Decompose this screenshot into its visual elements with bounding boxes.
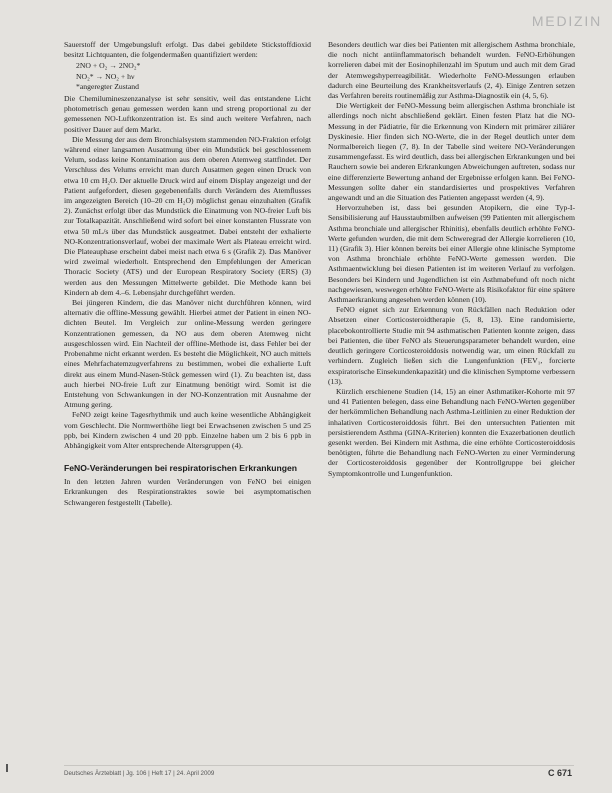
page-header xyxy=(0,0,612,30)
paragraph: Die Wertigkeit der FeNO-Messung beim allergischen Asthma bronchiale ist allerdings noch nicht abschließend geklärt. Einen festen Platz hat die NO-Messung in der Pädiatrie, für die Erkennung von Kindern mit primärer ziliärer Dyskinesie. Hier finden sich NO-Werte, die in der Regel deutlich unter dem Normalbereich liegen (7, 8). In der Tabelle sind weitere NO-Veränderungen zusammengefasst. Es wird deutlich, dass bei allergischen Erkrankungen und bei Rauchern sowie bei anderen Erkrankungen Abweichungen auftreten, sodass nur eine differenzierte Bewertung anhand der Ergebnisse erfolgen kann. Bei FeNO-Messungen sollte daher ein standardisiertes und prospektives Verfahren angewandt und an die Situation des Patienten angepasst werden (4, 9). xyxy=(328,101,575,203)
paragraph: Die Chemilumineszenzanalyse ist sehr sensitiv, weil das entstandene Licht photometrisch genau gemessen werden kann und streng proportional zu der gemessenen NO-Luftkonzentration ist. Es sind auch weitere Verfahren, nach positiver Dauer auf dem Markt. xyxy=(64,94,311,134)
paragraph: Bei jüngeren Kindern, die das Manöver nicht durchführen können, wird alternativ die offline-Messung gewählt. Hierbei atmet der Patient in einen NO-dichten Beutel. Im Vergleich zur online-Messung werden geringere Konzentrationen gemessen, da NO aus dem oberen Atemweg nicht ausgeschlossen wird. Ein Nachteil der offline-Methode ist, dass Fehler bei der Probenahme nicht erkannt werden. Es besteht die Möglichkeit, NO auch mittels eines Mehrfachatemzugverfahrens zu bestimmen, wobei die exhalierte Luft direkt aus einem Mund-Nasen-Stück gemessen wird (1). Zu beachten ist, dass auch hierbei NO-freie Luft zur Einatmung benötigt wird. Somit ist die Entstehung von Schwankungen in der NO-Konzentration mit Ausnahme der Atmung gering. xyxy=(64,298,311,410)
footer-rule xyxy=(64,765,574,766)
paragraph: FeNO zeigt keine Tagesrhythmik und auch keine wesentliche Abhängigkeit vom Geschlecht. Die Normwerthöhe liegt bei Erwachsenen zwischen 5 und 25 ppb, bei Kindern zwischen 4 und 20 ppb. Einzelne haben um 2 bis 6 ppb in Abhängigkeit vom Alter entsprechende Altersgruppen (4). xyxy=(64,410,311,450)
chemical-formula xyxy=(64,61,311,92)
formula-line: NO₂* → NO₂ + hν xyxy=(76,71,135,81)
paragraph: Besonders deutlich war dies bei Patienten mit allergischem Asthma bronchiale, die noch nicht antiinflammatorisch behandelt wurden. FeNO-Erhöhungen korrelieren dabei mit der Eosinophilenzahl im Sputum und auch mit dem Grad der Atemwegshyperreagibilität. Wiederholte FeNO-Messungen erlauben dadurch eine Beurteilung des Krankheitsverlaufs (2, 4). Einige Zentren setzen das Verfahren bereits routinemäßig zur Asthma-Diagnostik ein (4, 5, 6). xyxy=(328,40,575,101)
left-column xyxy=(64,40,311,508)
section-heading: FeNO-Veränderungen bei respiratorischen Erkrankungen xyxy=(64,463,298,474)
paragraph: FeNO eignet sich zur Erkennung von Rückfällen nach Reduktion oder Absetzen einer Corticosteroidtherapie (5, 8, 13). Eine randomisierte, placebokontrollierte Studie mit 94 asthmatischen Patienten konnte zeigen, dass bei Patienten, die über FeNO als Steuerungsparameter behandelt wurden, eine deutlich geringere Corticosteroiddosis notwendig war, um einen Rückfall zu verhindern. Zugleich ließen sich die Lungenfunktion (FEV₁, forcierte exspiratorische Einsekundenkapazität) und die klinischen Symptome verbessern (13). xyxy=(328,305,575,386)
paragraph: Hervorzuheben ist, dass bei gesunden Atopikern, die eine Typ-I-Sensibilisierung auf Hausstaubmilben aufweisen (99 Patienten mit allergischem Asthma bronchiale und allergischer Rhinitis), ebenfalls deutlich erhöhte FeNO-Werte gefunden wurden, die mit dem Schweregrad der Allergie korrelieren (10, 11) (Grafik 3). Hier können bereits bei einer Allergie ohne klinische Symptome von Asthma bronchiale erhöhte FeNO-Werte gemessen werden. Die Asthmaentwicklung bei diesen Patienten ist im weiteren Verlauf zu verfolgen. Besonders bei Kindern und Jugendlichen ist ein Asthmabefund oft noch nicht nachgewiesen, weswegen erhöhte FeNO-Werte als Risikofaktor für eine spätere Asthmaerkrankung angesehen werden können (10). xyxy=(328,203,575,305)
formula-note: *angeregter Zustand xyxy=(76,81,139,91)
section-label: MEDIZIN xyxy=(531,13,602,29)
paragraph: Sauerstoff der Umgebungsluft erfolgt. Das dabei gebildete Stickstoffdioxid besitzt Lichtquanten, die folgendermaßen quantifiziert werden: xyxy=(64,40,311,60)
journal-citation: Deutsches Ärzteblatt | Jg. 106 | Heft 17 | 24. April 2009 xyxy=(64,770,215,777)
formula-line: 2NO + O₂ → 2NO₂* xyxy=(76,61,141,71)
paragraph: Kürzlich erschienene Studien (14, 15) an einer Asthmatiker-Kohorte mit 97 und 41 Patienten belegen, dass eine Behandlung nach FeNO-Werten gegenüber der herkömmlichen Behandlung nach Asthma-Leitlinien zu einer Reduktion der inhalativen Corticosteroiddosis führt. Bei den untersuchten Patienten mit persistierendem Asthma (GINA-Kriterien) konnten die Exazerbationen deutlich gesenkt werden. Bei Kindern mit Asthma, die eine erhöhte Corticosteroiddosis benötigten, führte die Behandlung nach FeNO-Werten zu einer Verminderung der Corticosteroiddosis gegenüber der Kontrollgruppe bei gleicher Symptomkontrolle und Lungenfunktion. xyxy=(328,386,575,478)
right-column xyxy=(328,40,575,479)
paragraph: In den letzten Jahren wurden Veränderungen von FeNO bei einigen Erkrankungen des Respirationstraktes sowie bei asymptomatischen Schwangeren festgestellt (Tabelle). xyxy=(64,477,311,507)
page-number: C 671 xyxy=(547,768,572,778)
page-footer xyxy=(0,756,612,786)
paragraph: Die Messung der aus dem Bronchialsystem stammenden NO-Fraktion erfolgt während einer langsamen Ausatmung über ein Mundstück bei geschlossenem Velum, sodass keine Kontamination aus dem oberen Atemweg stattfindet. Der Verschluss des Velums erreicht man durch Ausatmen gegen einen Druck von etwa 10 cm H₂O. Der aktuelle Druck wird auf einem Display angezeigt und der Patient aufgefordert, diesen gegebenenfalls durch Verändern des Atemflusses im angezeigten Bereich (10–20 cm H₂O) möglichst genau einzuhalten (Grafik 2). Zunächst erfolgt über das Mundstück die Einatmung von NO-freier Luft bis zur Totalkapazität. Anschließend wird sofort bei einer konstanten Flussrate von etwa 50 mL/s über das Mundstück ausgeatmet. Dabei entsteht der exhalierte NO-Konzentrationsverlauf, wobei der maximale Wert als Plateau erreicht wird. Die Plateauphase erscheint dabei meist nach etwa 6 s (Grafik 2). Das Manöver wird zweimal wiederholt. Entsprechend den Empfehlungen der American Thoracic Society (ATS) und der European Respiratory Society (ERS) (3) werden aus den Messungen Mittelwerte gebildet. Die Methode kann bei Kindern ab dem 4.–6. Lebensjahr durchgeführt werden. xyxy=(64,134,311,297)
